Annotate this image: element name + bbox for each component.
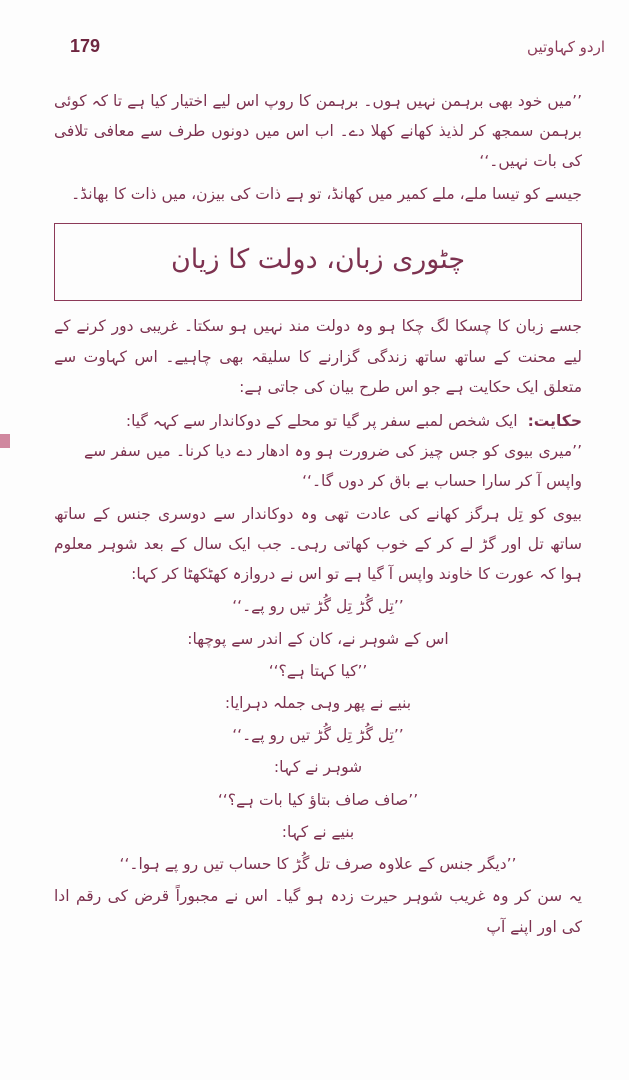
hikayat-label: حکایت: bbox=[527, 412, 582, 431]
paragraph-2: جیسے کو تیسا ملے، ملے کمیر میں کھانڈ، تو ہے ذات کی بیزن، میں ذات کا بھانڈ۔ bbox=[71, 184, 582, 203]
chapter-title-box bbox=[54, 223, 582, 302]
margin-mark bbox=[0, 434, 10, 448]
quote-4: ’’تِل گُڑ تِل گُڑ تیں رو پے۔‘‘ bbox=[232, 726, 404, 745]
hikayat-block bbox=[54, 406, 582, 436]
page-header bbox=[70, 36, 605, 57]
paragraph-7: شوہر نے کہا: bbox=[273, 758, 363, 777]
quote-6: ’’دیگر جنس کے علاوہ صرف تل گُڑ کا حساب تیں رو پے ہوا۔‘‘ bbox=[119, 855, 517, 874]
page-number: 179 bbox=[70, 36, 101, 56]
paragraph-8: بنیے نے کہا: bbox=[281, 822, 355, 841]
hikayat-intro: ایک شخص لمبے سفر پر گیا تو محلے کے دوکاندار سے کہہ گیا: bbox=[125, 412, 518, 431]
book-title: اردو کہاوتیں bbox=[527, 38, 605, 56]
quote-3: ’’کیا کہتا ہے؟‘‘ bbox=[268, 661, 368, 680]
quote-2: ’’تِل گُڑ تِل گُڑ تیں رو پے۔‘‘ bbox=[232, 597, 404, 616]
paragraph-1: ’’میں خود بھی برہمن نہیں ہوں۔ برہمن کا روپ اس لیے اختیار کیا ہے تا کہ کوئی برہمن سمجھ کر لذیذ کھانے کھلا دے۔ اب اس میں دونوں طرف سے معافی تلافی کی بات نہیں۔‘‘ bbox=[54, 92, 582, 171]
page-body bbox=[54, 86, 582, 944]
paragraph-5: اس کے شوہر نے، کان کے اندر سے پوچھا: bbox=[187, 629, 449, 648]
chapter-title: چٹوری زبان، دولت کا زیان bbox=[170, 243, 466, 275]
quote-5: ’’صاف صاف بتاؤ کیا بات ہے؟‘‘ bbox=[217, 790, 419, 809]
quote-1: ’’میری بیوی کو جس چیز کی ضرورت ہو وہ ادھار دے دیا کرنا۔ میں سفر سے واپس آ کر سارا حساب بے باق کر دوں گا۔‘‘ bbox=[84, 442, 582, 491]
paragraph-3: جسے زبان کا چسکا لگ چکا ہو وہ دولت مند نہیں ہو سکتا۔ غریبی دور کرنے کے لیے محنت کے ساتھ ساتھ زندگی گزارنے کا سلیقہ بھی چاہیے۔ اس کہاوت سے متعلق ایک حکایت ہے جو اس طرح بیان کی جاتی ہے: bbox=[54, 317, 582, 396]
paragraph-9: یہ سن کر وہ غریب شوہر حیرت زدہ ہو گیا۔ اس نے مجبوراً قرض کی رقم ادا کی اور اپنے آپ bbox=[54, 887, 582, 936]
paragraph-4: بیوی کو تِل ہرگز کھانے کی عادت تھی وہ دوکاندار سے دوسری جنس کے ساتھ ساتھ تل اور گڑ لے کر کے خوب کھاتی رہی۔ جب ایک سال کے بعد شوہر معلوم ہوا کہ عورت کا خاوند واپس آ گیا ہے تو اس نے دروازہ کھٹکھٹا کر کہا: bbox=[54, 504, 582, 584]
paragraph-6: بنیے نے پھر وہی جملہ دہرایا: bbox=[224, 694, 412, 712]
